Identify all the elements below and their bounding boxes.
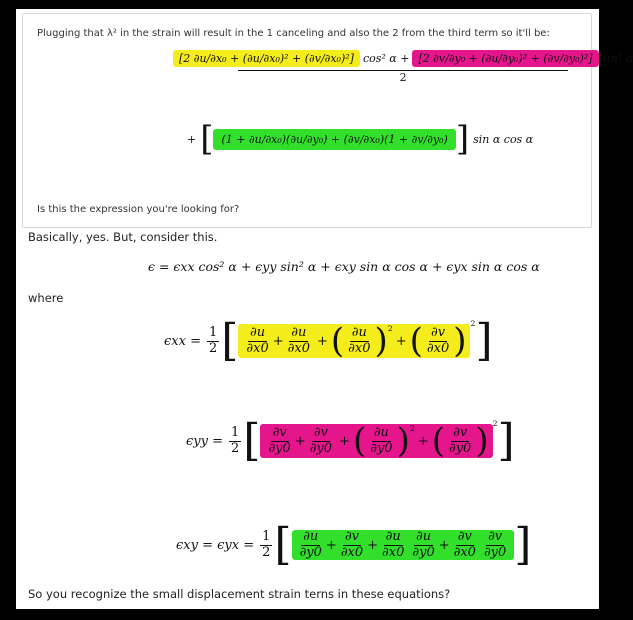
- quote-question-text: Is this the expression you're looking for?: [37, 204, 240, 215]
- where-label: where: [28, 291, 64, 305]
- eyy-label: ϵyy =: [186, 433, 223, 449]
- quote-expression-1: [173, 50, 633, 84]
- quote-expression-2: + [ (1 + ∂u/∂x₀)(∂u/∂y₀) + (∂v/∂x₀)(1 + ∂v/∂y₀) ] sin α cos α: [187, 119, 534, 159]
- exx-highlight: $\frac{\partial u}{\partial x0}$ + $\frac{\partial u}{\partial x0}$ + ( $\frac{\partial u}{\partial x0}$ ) $^2$ + ( $\frac{\partial v}{\partial x0}$ ): [238, 324, 470, 358]
- cos-sq-term: cos² α +: [362, 52, 410, 65]
- reply-line-1: Basically, yes. But, consider this.: [28, 230, 218, 244]
- forum-post: [16, 9, 633, 609]
- exy-label: ϵxy = ϵyx =: [176, 537, 255, 553]
- exx-label: ϵxx =: [164, 333, 201, 349]
- sin-sq-term: sin² α: [601, 52, 633, 65]
- closing-question: So you recognize the small displacement strain terns in these equations?: [28, 587, 451, 601]
- quoted-reply: [22, 13, 633, 228]
- highlight-magenta-term: [2 ∂v/∂y₀ + (∂u/∂y₀)² + (∂v/∂y₀)²]: [412, 50, 598, 67]
- main-equation: ϵ = ϵxx cos² α + ϵyy sin² α + ϵxy sin α cos α + ϵyx sin α cos α: [148, 259, 540, 274]
- highlight-green-term: (1 + ∂u/∂x₀)(∂u/∂y₀) + (∂v/∂x₀)(1 + ∂v/∂y₀): [213, 129, 455, 150]
- eyy-highlight: $\frac{\partial v}{\partial y0}$ + $\frac{\partial v}{\partial y0}$ + ( $\frac{\partial u}{\partial y0}$ ) $^2$ + ( $\frac{\partial v}{\partial y0}$ ): [260, 424, 492, 458]
- eyy-equation: ϵyy = $\frac{1}{2}$ [ $\frac{\partial v}{\partial y0}$ + $\frac{\partial v}{\partial y0}$ + ( $\frac{\partial u}{\partial y0}$ ) $^2$ + ( $\frac{\partial v}{\partial y0}$ ) $^2$ ]: [186, 415, 515, 466]
- exy-highlight: $\frac{\partial u}{\partial y0}$ + $\frac{\partial v}{\partial x0}$ + $\frac{\partial u}{\partial x0}$ $\frac{\partial u}{\partial y0}$ + $\frac{\partial v}{\partial x0}$ $\frac{\partial v}{\partial y0}$: [292, 530, 515, 560]
- quote-intro-text: Plugging that λ² in the strain will result in the 1 canceling and also the 2 from the third term so it'll be:: [37, 28, 550, 39]
- quote-denominator: 2: [399, 71, 407, 84]
- exy-equation: ϵxy = ϵyx = $\frac{1}{2}$ [ $\frac{\partial u}{\partial y0}$ + $\frac{\partial v}{\partial x0}$ + $\frac{\partial u}{\partial x0}$ $\frac{\partial u}{\partial y0}$ + $\frac{\partial v}{\partial x0}$ $\frac{\partial v}{\partial y0}$ ]: [176, 519, 532, 570]
- highlight-yellow-term: [2 ∂u/∂x₀ + (∂u/∂x₀)² + (∂v/∂x₀)²]: [173, 50, 360, 67]
- plus-sign: +: [187, 132, 197, 146]
- sincos-term: sin α cos α: [473, 132, 534, 146]
- exx-equation: ϵxx = $\frac{1}{2}$ [ $\frac{\partial u}{\partial x0}$ + $\frac{\partial u}{\partial x0}$ + ( $\frac{\partial u}{\partial x0}$ ) $^2$ + ( $\frac{\partial v}{\partial x0}$ ) $^2$ ]: [164, 315, 493, 366]
